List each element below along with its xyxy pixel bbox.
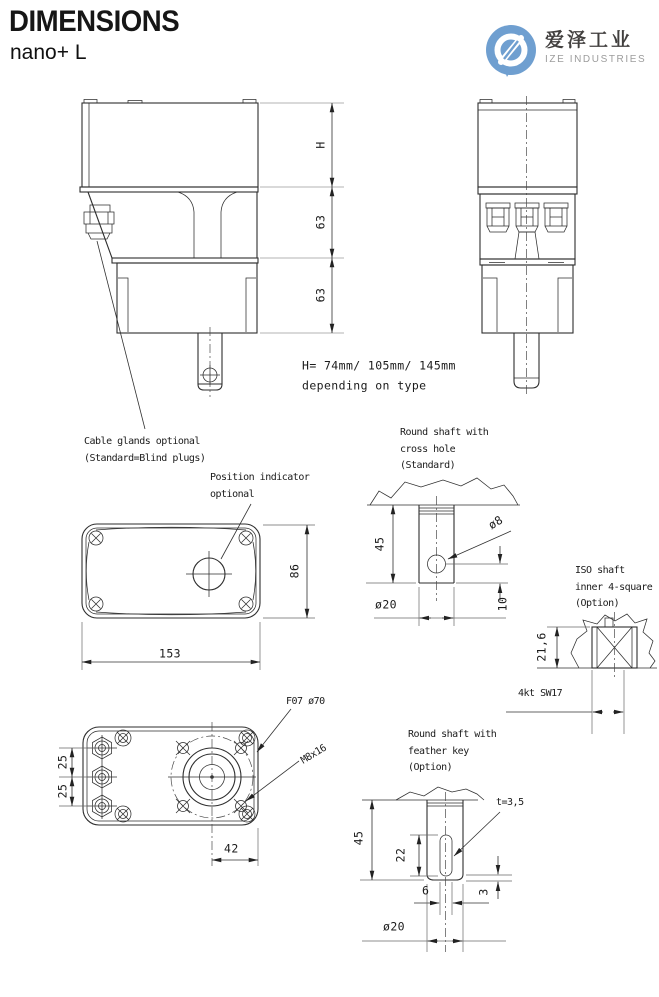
dim-feather-6: 6 [422,883,430,898]
dim-iso-depth: 21,6 [534,632,549,662]
note-h-depending: depending on type [302,378,427,393]
logo-chinese-name: 爱泽工业 [545,30,634,51]
cable-gland-leader [97,241,145,429]
dim-feather-45: 45 [351,830,366,846]
dim-63-mid: 63 [313,214,328,230]
note-position-indicator-2: optional [210,489,255,500]
section-cross-title-2: cross hole [400,444,456,455]
dim-153: 153 [159,646,181,661]
section-feather-title-1: Round shaft with [408,729,497,740]
section-iso-title-1: ISO shaft [575,565,625,576]
bottom-view-drawing [55,709,299,866]
section-iso-title-3: (Option) [575,598,620,609]
dim-cross-45: 45 [372,536,387,552]
dim-feather-depth: t=3,5 [496,797,524,808]
page-title: DIMENSIONS [9,5,180,38]
section-cross-title-3: (Standard) [400,460,456,471]
dim-cross-10: 10 [495,596,510,612]
dim-63-bottom: 63 [313,287,328,303]
dim-flange-f07: F07 ø70 [286,696,325,707]
corner-screws [89,531,253,611]
dim-cross-hole-dia: ø8 [485,512,506,533]
dim-height-h: H [313,141,328,149]
note-cable-glands-2: (Standard=Blind plugs) [84,453,206,464]
product-name: nano+ L [10,41,87,64]
note-cable-glands-1: Cable glands optional [84,436,200,447]
note-position-indicator-1: Position indicator [210,472,310,483]
dim-gland-pitch-2: 25 [55,783,70,799]
position-indicator-leader [221,504,251,559]
section-iso-title-2: inner 4-square [575,582,653,593]
dim-feather-dia: ø20 [383,919,405,934]
section-feather-title-2: feather key [408,746,469,757]
logo-english-name: IZE INDUSTRIES [545,53,647,65]
dim-feather-3: 3 [476,888,491,896]
cable-glands-front [486,203,568,232]
front-view-drawing [478,96,577,396]
dim-screw-m8: M8x16 [299,742,329,767]
dim-iso-square: 4kt SW17 [518,688,563,699]
dim-feather-22: 22 [393,847,408,863]
note-h-values: H= 74mm/ 105mm/ 145mm [302,358,456,373]
dim-gland-pitch-1: 25 [55,754,70,770]
top-view-drawing [82,504,315,670]
section-cross-title-1: Round shaft with [400,427,489,438]
dim-86: 86 [287,563,302,579]
dim-42: 42 [224,841,239,856]
section-feather-title-3: (Option) [408,762,453,773]
dim-cross-shaft-dia: ø20 [375,597,397,612]
iso-shaft-drawing [506,612,657,734]
